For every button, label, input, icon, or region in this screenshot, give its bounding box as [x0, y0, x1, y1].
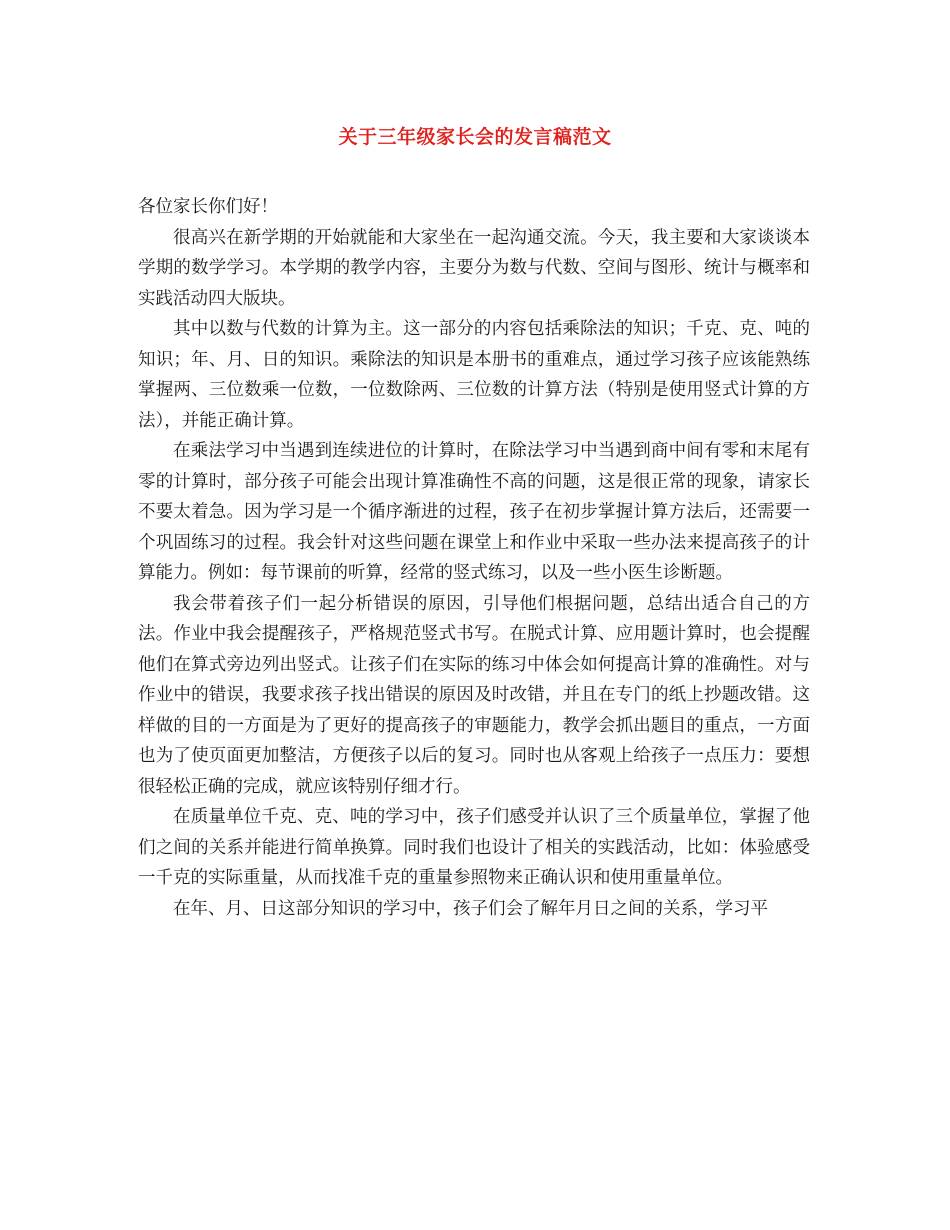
paragraph-4: 我会带着孩子们一起分析错误的原因，引导他们根据问题，总结出适合自己的方法。作业中我会提醒孩子，严格规范竖式书写。在脱式计算、应用题计算时，也会提醒他们在算式旁边列出竖式。让孩子们在实际的练习中体会如何提高计算的准确性。对与作业中的错误，我要求孩子找出错误的原因及时改错，并且在专门的纸上抄题改错。这样做的目的一方面是为了更好的提高孩子的审题能力，教学会抓出题目的重点，一方面也为了使页面更加整洁，方便孩子以后的复习。同时也从客观上给孩子一点压力：要想很轻松正确的完成，就应该特别仔细才行。: [138, 593, 810, 797]
greeting: 各位家长你们好！: [138, 197, 278, 217]
paragraph-6: 在年、月、日这部分知识的学习中，孩子们会了解年月日之间的关系，学习平: [173, 898, 768, 919]
document-body: [138, 192, 810, 924]
paragraph-3: 在乘法学习中当遇到连续进位的计算时，在除法学习中当遇到商中间有零和末尾有零的计算时，部分孩子可能会出现计算准确性不高的问题，这是很正常的现象，请家长不要太着急。因为学习是一个循序渐进的过程，孩子在初步掌握计算方法后，还需要一个巩固练习的过程。我会针对这些问题在课堂上和作业中采取一些办法来提高孩子的计算能力。例如：每节课前的听算，经常的竖式练习，以及一些小医生诊断题。: [138, 441, 810, 583]
paragraph-1: 很高兴在新学期的开始就能和大家坐在一起沟通交流。今天，我主要和大家谈谈本学期的数学学习。本学期的教学内容，主要分为数与代数、空间与图形、统计与概率和实践活动四大版块。: [138, 227, 810, 309]
document-title: 关于三年级家长会的发言稿范文: [338, 126, 612, 148]
paragraph-2: 其中以数与代数的计算为主。这一部分的内容包括乘除法的知识；千克、克、吨的知识；年、月、日的知识。乘除法的知识是本册书的重难点，通过学习孩子应该能熟练掌握两、三位数乘一位数，一位数除两、三位数的计算方法（特别是使用竖式计算的方法），并能正确计算。: [138, 319, 810, 431]
paragraph-5: 在质量单位千克、克、吨的学习中，孩子们感受并认识了三个质量单位，掌握了他们之间的关系并能进行简单换算。同时我们也设计了相关的实践活动，比如：体验感受一千克的实际重量，从而找准千克的重量参照物来正确认识和使用重量单位。: [138, 807, 810, 888]
